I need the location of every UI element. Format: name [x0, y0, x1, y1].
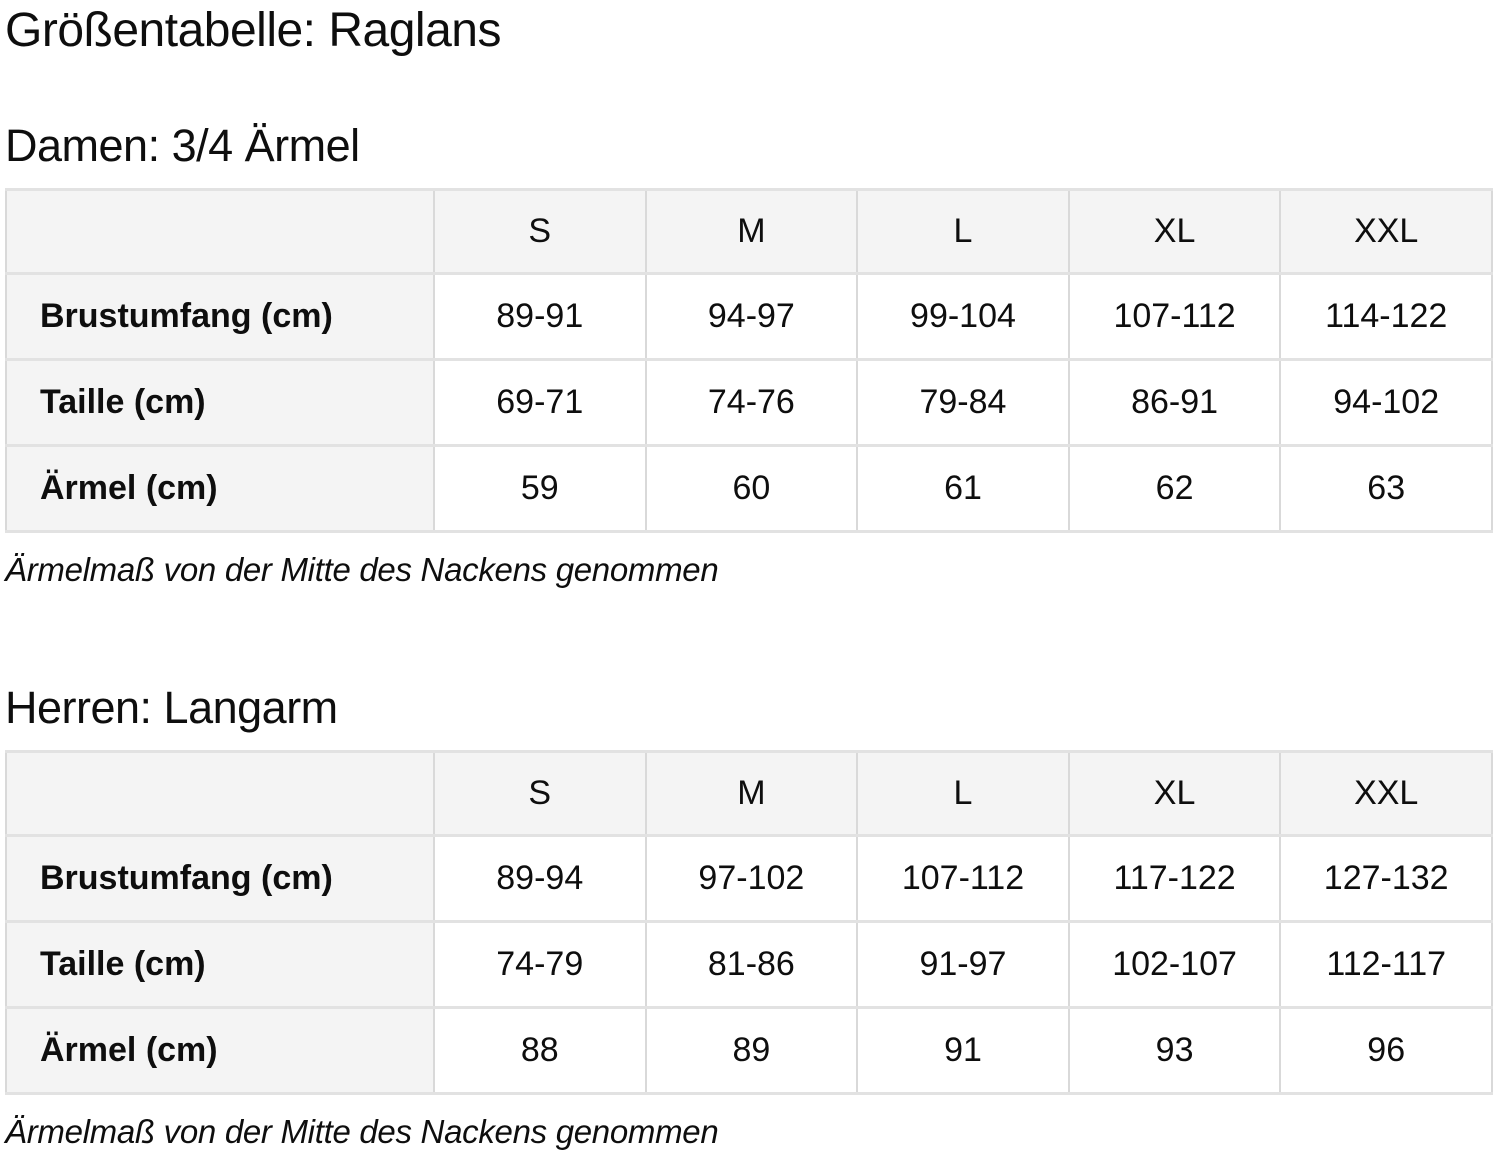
- column-header-l: L: [857, 190, 1069, 274]
- size-table-herren: [5, 750, 1493, 1095]
- table-cell: 91: [857, 1008, 1069, 1094]
- table-cell: 59: [434, 446, 646, 532]
- table-cell: 94-102: [1280, 360, 1492, 446]
- section-heading-herren: Herren: Langarm: [5, 681, 338, 733]
- table-cell: 117-122: [1069, 836, 1281, 922]
- column-header-xl: XL: [1069, 752, 1281, 836]
- table-cell: 107-112: [1069, 274, 1281, 360]
- table-cell: 79-84: [857, 360, 1069, 446]
- column-header-s: S: [434, 752, 646, 836]
- corner-cell: [6, 190, 434, 274]
- table-row-brustumfang: [6, 274, 1492, 360]
- table-row-taille: [6, 360, 1492, 446]
- table-header-row: [6, 190, 1492, 274]
- table-cell: 74-79: [434, 922, 646, 1008]
- page-title: Größentabelle: Raglans: [5, 4, 501, 57]
- table-row-aermel: [6, 446, 1492, 532]
- table-cell: 69-71: [434, 360, 646, 446]
- size-table-damen: [5, 188, 1493, 533]
- table-cell: 63: [1280, 446, 1492, 532]
- corner-cell: [6, 752, 434, 836]
- row-label: Brustumfang (cm): [6, 274, 434, 360]
- table-cell: 107-112: [857, 836, 1069, 922]
- table-cell: 62: [1069, 446, 1281, 532]
- sleeve-measure-note-herren: Ärmelmaß von der Mitte des Nackens genommen: [5, 1113, 719, 1151]
- table-cell: 88: [434, 1008, 646, 1094]
- table-cell: 127-132: [1280, 836, 1492, 922]
- table-cell: 96: [1280, 1008, 1492, 1094]
- table-cell: 97-102: [646, 836, 858, 922]
- table-header-row: [6, 752, 1492, 836]
- column-header-xxl: XXL: [1280, 752, 1492, 836]
- table-row-aermel: [6, 1008, 1492, 1094]
- section-heading-damen: Damen: 3/4 Ärmel: [5, 119, 360, 171]
- row-label: Ärmel (cm): [6, 1008, 434, 1094]
- column-header-m: M: [646, 190, 858, 274]
- table-cell: 93: [1069, 1008, 1281, 1094]
- table-cell: 91-97: [857, 922, 1069, 1008]
- table-cell: 112-117: [1280, 922, 1492, 1008]
- table-cell: 61: [857, 446, 1069, 532]
- sleeve-measure-note-damen: Ärmelmaß von der Mitte des Nackens genommen: [5, 551, 719, 589]
- table-cell: 89-94: [434, 836, 646, 922]
- column-header-s: S: [434, 190, 646, 274]
- table-row-taille: [6, 922, 1492, 1008]
- row-label: Taille (cm): [6, 922, 434, 1008]
- table-cell: 60: [646, 446, 858, 532]
- table-cell: 86-91: [1069, 360, 1281, 446]
- table-row-brustumfang: [6, 836, 1492, 922]
- table-cell: 74-76: [646, 360, 858, 446]
- column-header-l: L: [857, 752, 1069, 836]
- table-cell: 81-86: [646, 922, 858, 1008]
- row-label: Ärmel (cm): [6, 446, 434, 532]
- table-cell: 89-91: [434, 274, 646, 360]
- column-header-xxl: XXL: [1280, 190, 1492, 274]
- table-cell: 114-122: [1280, 274, 1492, 360]
- table-cell: 102-107: [1069, 922, 1281, 1008]
- column-header-m: M: [646, 752, 858, 836]
- row-label: Taille (cm): [6, 360, 434, 446]
- row-label: Brustumfang (cm): [6, 836, 434, 922]
- column-header-xl: XL: [1069, 190, 1281, 274]
- table-cell: 94-97: [646, 274, 858, 360]
- table-cell: 89: [646, 1008, 858, 1094]
- table-cell: 99-104: [857, 274, 1069, 360]
